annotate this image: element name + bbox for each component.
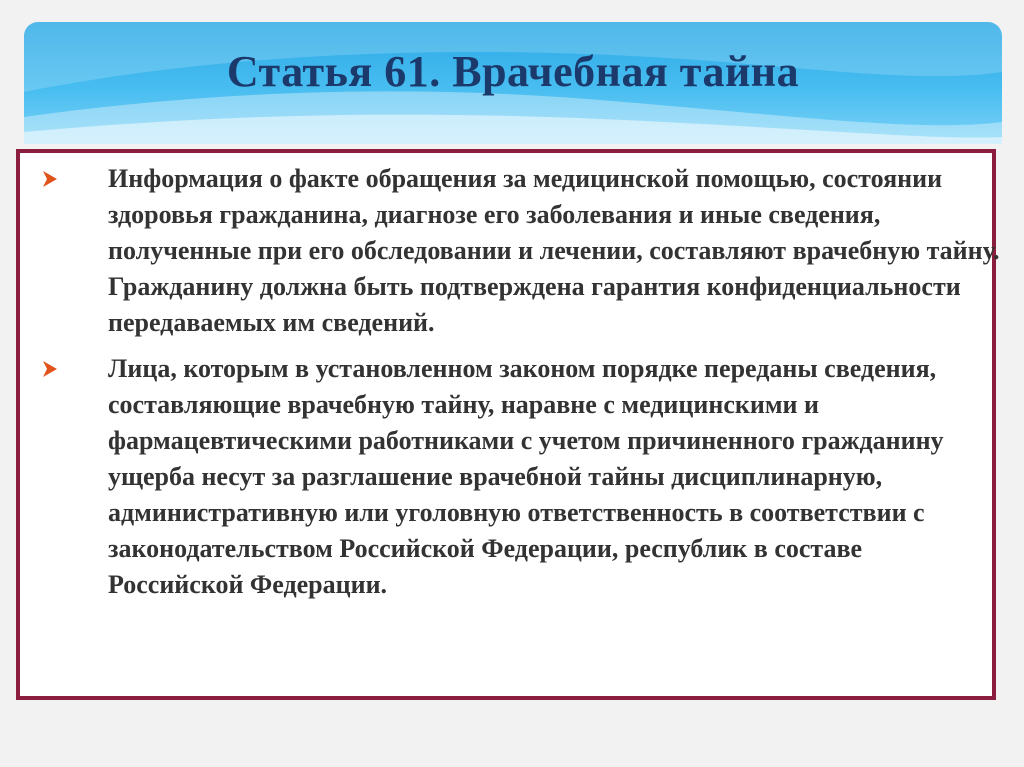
- bullet-list: [40, 161, 1000, 613]
- list-item: [40, 351, 1000, 603]
- page-title: Статья 61. Врачебная тайна: [226, 47, 800, 96]
- arrow-bullet-icon: [40, 169, 60, 189]
- bullet-text: Информация о факте обращения за медицинской помощью, состоянии здоровья гражданина, диагнозе его заболевания и иные сведения, полученные при его обследовании и лечении, составляют врачебную тайну. Гражданину должна быть подтверждена гарантия конфиденциальности передаваемых им сведений.: [108, 164, 1000, 337]
- bullet-text: Лица, которым в установленном законом порядке переданы сведения, составляющие врачебную тайну, наравне с медицинскими и фармацевтическими работниками с учетом причиненного гражданину ущерба несут за разглашение врачебной тайны дисциплинарную, административную или уголовную ответственность в соответствии с законодательством Российской Федерации, республик в составе Российской Федерации.: [108, 354, 944, 599]
- arrow-bullet-icon: [40, 359, 60, 379]
- content-frame: [16, 149, 1000, 700]
- title-banner: [24, 22, 1002, 144]
- list-item: [40, 161, 1000, 341]
